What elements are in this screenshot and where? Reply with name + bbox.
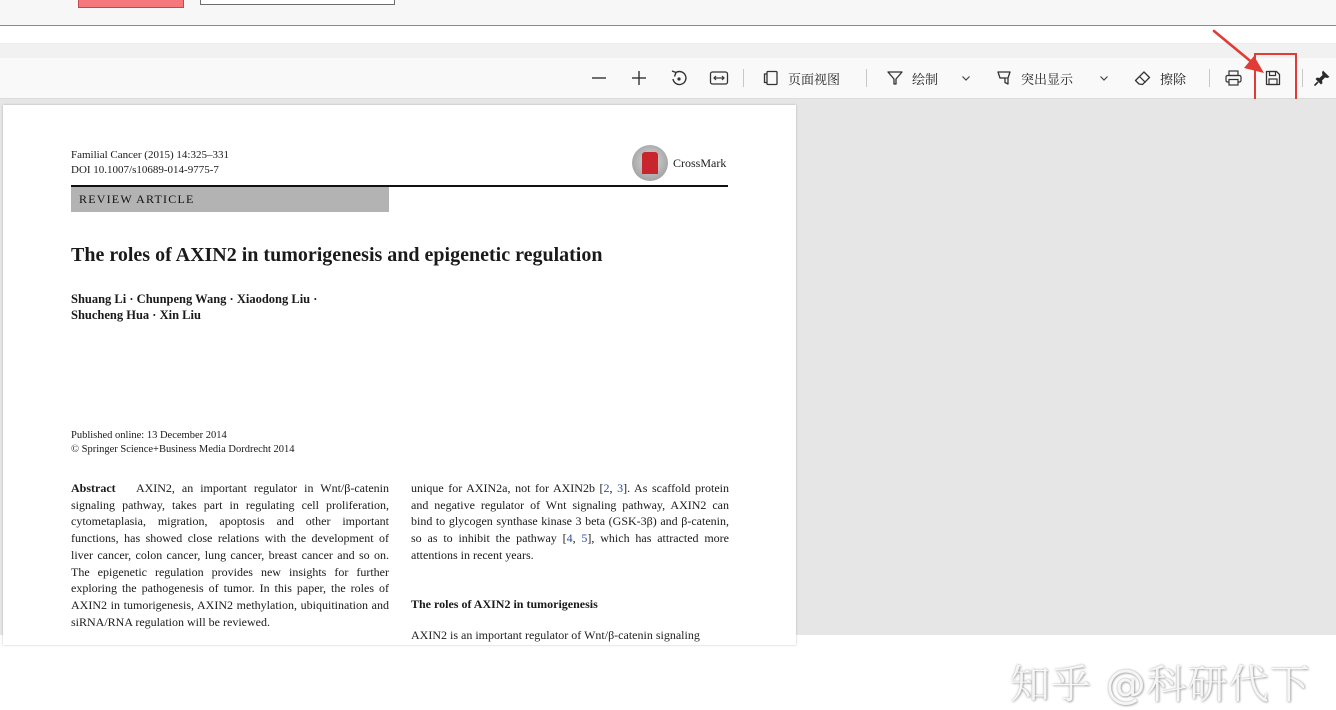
highlight-label: 突出显示 <box>1021 72 1074 88</box>
citation-link[interactable]: 5 <box>581 531 588 546</box>
abstract-heading: Abstract <box>71 481 116 495</box>
section-first-line: AXIN2 is an important regulator of Wnt/β-catenin signaling <box>411 628 700 642</box>
page-view-button[interactable] <box>762 58 840 98</box>
pdf-viewer-area[interactable] <box>0 99 1336 708</box>
citation-link[interactable]: 2 <box>603 481 610 495</box>
crossmark-logo-icon <box>632 145 668 181</box>
tab-band <box>0 43 1336 58</box>
pin-icon <box>1313 69 1331 87</box>
draw-label: 绘制 <box>912 72 939 88</box>
zoom-out-button[interactable] <box>590 58 608 98</box>
crossmark-badge[interactable] <box>632 145 726 181</box>
draw-dropdown[interactable] <box>960 58 972 98</box>
copyright-line: © Springer Science+Business Media Dordrecht 2014 <box>71 444 295 455</box>
erase-label: 擦除 <box>1160 72 1187 88</box>
pin-button[interactable] <box>1313 58 1331 98</box>
page-view-label: 页面视图 <box>788 72 841 88</box>
draw-button[interactable] <box>886 58 938 98</box>
chevron-down-icon <box>1098 72 1110 84</box>
toolbar-separator <box>866 69 867 87</box>
authors-line-2: Shucheng Hua · Xin Liu <box>71 308 201 322</box>
highlight-dropdown[interactable] <box>1098 58 1110 98</box>
minus-icon <box>590 69 608 87</box>
author-list <box>71 291 317 323</box>
highlight-button[interactable] <box>995 58 1073 98</box>
paper-title: The roles of AXIN2 in tumorigenesis and epigenetic regulation <box>71 244 603 266</box>
top-strip <box>0 0 1336 26</box>
watermark-text: 知乎 @科研代下 <box>1010 662 1311 708</box>
section-heading: The roles of AXIN2 in tumorigenesis <box>411 597 598 611</box>
pdf-page <box>3 105 796 645</box>
citation-link[interactable]: 3 <box>617 481 624 495</box>
toolbar-separator <box>1302 69 1303 87</box>
draw-icon <box>886 69 904 87</box>
published-date: Published online: 13 December 2014 <box>71 430 227 441</box>
abstract-text: AXIN2, an important regulator in Wnt/β-catenin signaling pathway, takes part in regulating cell proliferation, cytometaplasia, migration, apoptosis and other important functions, has showed close relations with the development of liver cancer, colon cancer, lung cancer, breast cancer and so on. The epigenetic regulation provides new insights for further exploring the pathogenesis of tumor. In this paper, the roles of AXIN2 in tumorigenesis, AXIN2 methylation, ubiquitination and siRNA/RNA regulation will be reviewed. <box>71 481 389 629</box>
body-text: unique for AXIN2a, not for AXIN2b [ <box>411 481 604 495</box>
fit-width-icon <box>709 69 729 87</box>
doi-text: DOI 10.1007/s10689-014-9775-7 <box>71 164 219 176</box>
plus-icon <box>630 69 648 87</box>
rotate-button[interactable] <box>669 58 689 98</box>
journal-citation: Familial Cancer (2015) 14:325–331 <box>71 149 229 161</box>
authors-line-1: Shuang Li · Chunpeng Wang · Xiaodong Liu · <box>71 292 318 306</box>
rotate-icon <box>669 68 689 88</box>
toolbar-separator <box>743 69 744 87</box>
article-type: REVIEW ARTICLE <box>79 192 195 206</box>
eraser-icon <box>1133 69 1152 87</box>
right-column: unique for AXIN2a, not for AXIN2b [2, 3]. As scaffold protein and negative regulator of Wnt signaling pathway, AXIN2 can bind to glycogen synthase kinase 3 beta (GSK-3β) and β-catenin, so as to inhibit the pathway [4, 5], which has attracted more attentions in recent years. <box>411 481 729 562</box>
body-text: ]. As scaffold protein and negative regulator of Wnt signaling pathway, AXIN2 can bind to glycogen synthase kinase 3 beta (GSK-3β) and β-catenin, so as to inhibit the pathway [ <box>411 481 729 546</box>
fit-width-button[interactable] <box>709 58 729 98</box>
erase-button[interactable] <box>1133 58 1186 98</box>
highlighter-icon <box>995 69 1013 87</box>
top-input-field[interactable] <box>200 0 395 5</box>
abstract-column <box>71 480 389 630</box>
page-view-icon <box>762 69 780 87</box>
journal-reference <box>71 148 229 178</box>
pink-button[interactable] <box>78 0 184 8</box>
publication-info <box>71 429 295 457</box>
body-text: ], which has attracted more attentions in recent years. <box>411 531 729 562</box>
zoom-in-button[interactable] <box>630 58 648 98</box>
citation-link[interactable]: 4 <box>566 531 573 546</box>
article-type-band <box>71 187 389 212</box>
crossmark-text: CrossMark <box>673 155 727 170</box>
chevron-down-icon <box>960 72 972 84</box>
pdf-toolbar <box>0 58 1336 99</box>
